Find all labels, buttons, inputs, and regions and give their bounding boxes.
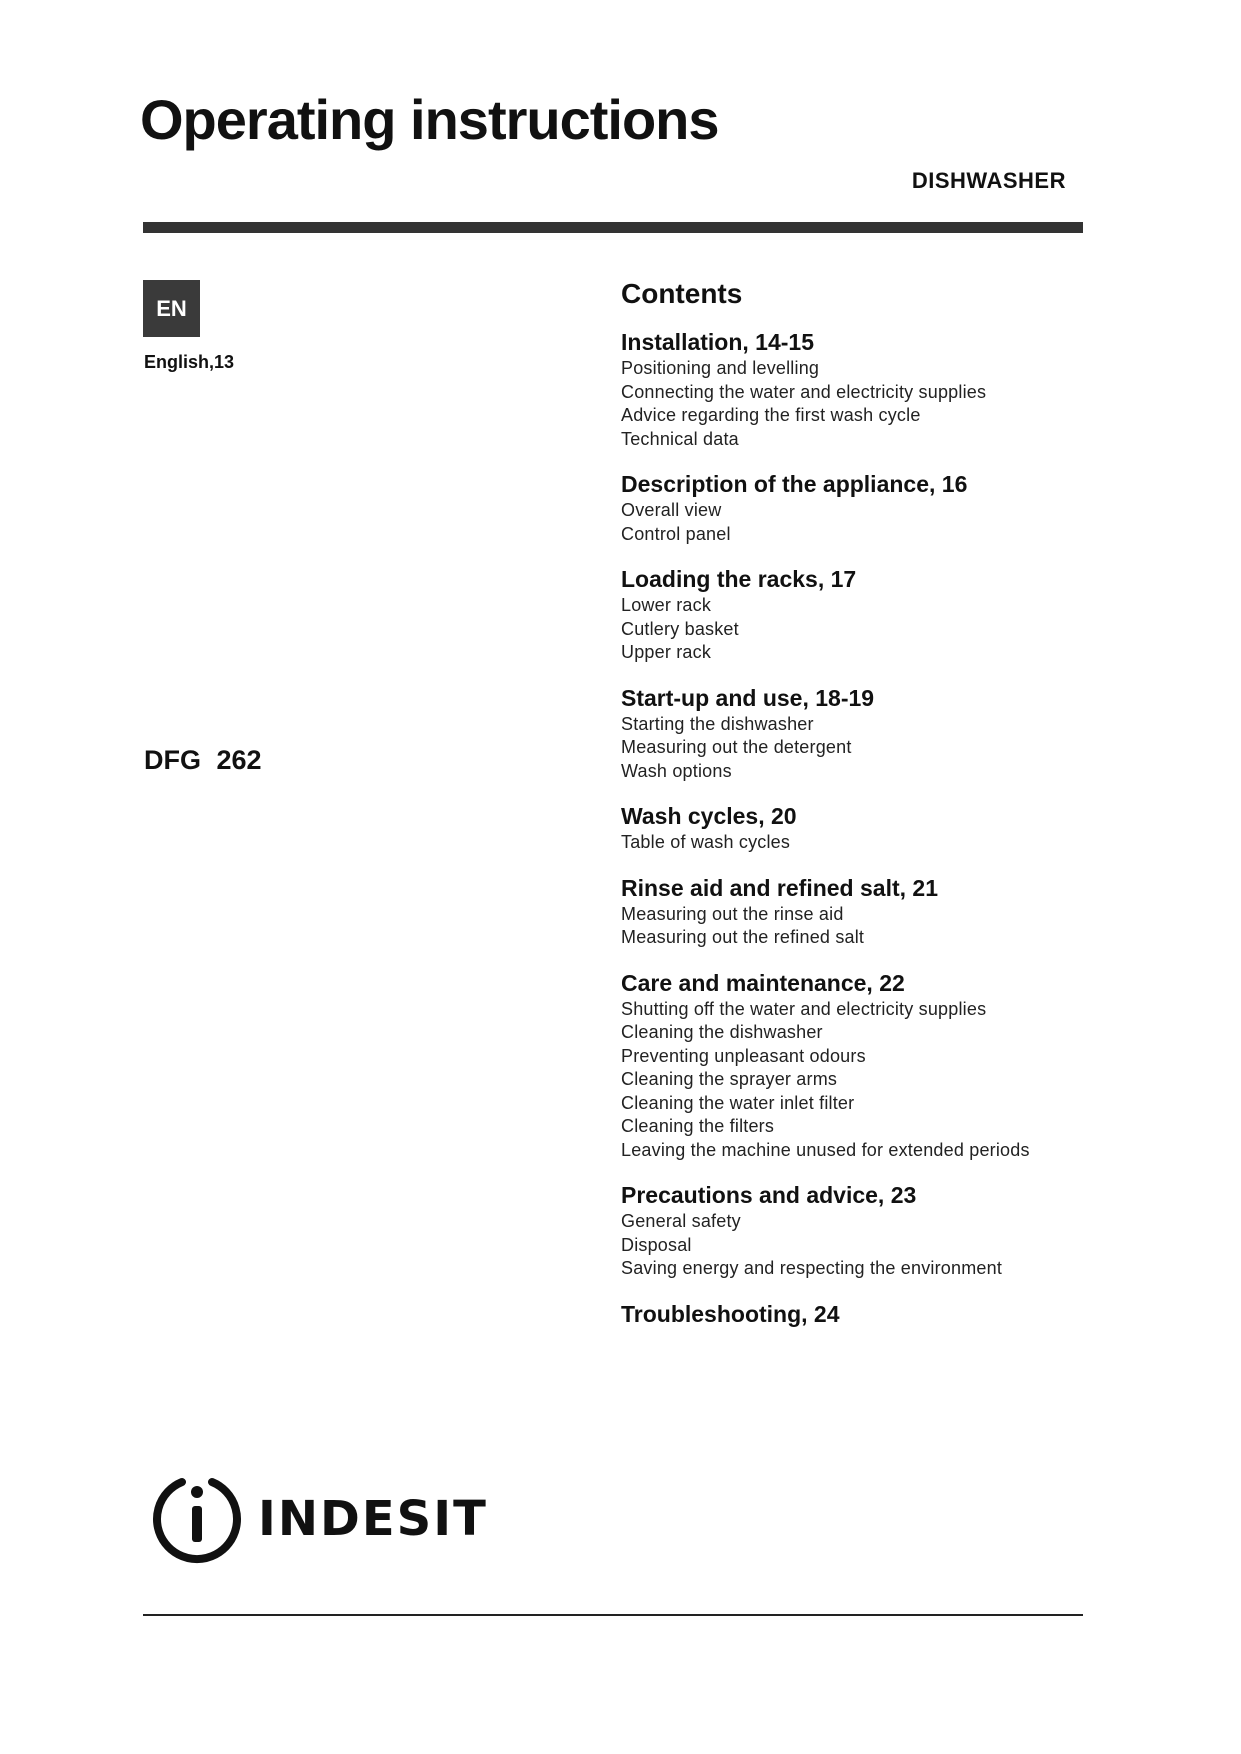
footer-divider [143, 1614, 1083, 1616]
toc-sections [621, 327, 1141, 1329]
toc-item[interactable]: Wash options [621, 760, 732, 781]
language-page-ref: English,13 [144, 352, 235, 372]
toc-section-title[interactable]: Troubleshooting, 24 [621, 1300, 840, 1327]
toc-section-title[interactable]: Rinse aid and refined salt, 21 [621, 874, 938, 901]
toc-section [621, 1299, 1141, 1329]
toc-section-title[interactable]: Loading the racks, 17 [621, 566, 857, 592]
toc-item[interactable]: Measuring out the detergent [621, 737, 852, 757]
toc-item[interactable]: Saving energy and respecting the environment [621, 1258, 1003, 1278]
toc-item[interactable]: Overall view [621, 500, 722, 520]
toc-section-title[interactable]: Precautions and advice, 23 [621, 1182, 917, 1208]
toc-item[interactable]: Starting the dishwasher [621, 713, 814, 734]
page-title: Operating instructions [140, 88, 719, 151]
brand-logo [152, 1474, 488, 1564]
toc-section [621, 683, 1141, 784]
toc-section [621, 968, 1141, 1163]
toc-item[interactable]: Table of wash cycles [621, 832, 791, 852]
toc-item[interactable]: Connecting the water and electricity supplies [621, 381, 987, 402]
brand-name: INDESIT [258, 1491, 488, 1547]
toc-item[interactable]: Cleaning the dishwasher [621, 1022, 823, 1042]
toc-item[interactable]: Cleaning the water inlet filter [621, 1092, 855, 1113]
toc-section [621, 801, 1141, 855]
toc-section [621, 1180, 1141, 1281]
product-type: DISHWASHER [911, 168, 1066, 193]
model-number: DFG 262 [144, 745, 262, 775]
toc-item[interactable]: Cutlery basket [621, 618, 739, 639]
header-divider [143, 222, 1083, 233]
toc-section-title[interactable]: Description of the appliance, 16 [621, 471, 968, 497]
toc-item[interactable]: General safety [621, 1211, 741, 1231]
toc-section-title[interactable]: Start-up and use, 18-19 [621, 684, 875, 711]
toc-item[interactable]: Cleaning the filters [621, 1116, 775, 1136]
toc-section [621, 564, 1141, 665]
toc-item[interactable]: Lower rack [621, 595, 712, 615]
toc-item[interactable]: Preventing unpleasant odours [621, 1045, 866, 1066]
toc-section [621, 327, 1141, 451]
toc-item[interactable]: Shutting off the water and electricity supplies [621, 998, 987, 1019]
toc-item[interactable]: Leaving the machine unused for extended periods [621, 1139, 1030, 1160]
toc-item[interactable]: Control panel [621, 523, 731, 544]
language-badge[interactable]: EN [143, 280, 200, 337]
toc-item[interactable]: Technical data [621, 428, 739, 449]
toc-section [621, 873, 1141, 950]
toc-item[interactable]: Measuring out the refined salt [621, 927, 865, 947]
toc-item[interactable]: Upper rack [621, 642, 712, 662]
toc-item[interactable]: Advice regarding the first wash cycle [621, 405, 921, 425]
contents-heading: Contents [621, 278, 743, 309]
toc-item[interactable]: Positioning and levelling [621, 358, 820, 378]
toc-section [621, 469, 1141, 546]
table-of-contents [621, 275, 1141, 1347]
toc-section-title[interactable]: Care and maintenance, 22 [621, 969, 905, 996]
toc-section-title[interactable]: Wash cycles, 20 [621, 803, 797, 829]
toc-item[interactable]: Cleaning the sprayer arms [621, 1069, 838, 1089]
info-circle-logo-icon [152, 1474, 242, 1564]
toc-item[interactable]: Measuring out the rinse aid [621, 903, 844, 924]
toc-section-title[interactable]: Installation, 14-15 [621, 329, 815, 355]
toc-item[interactable]: Disposal [621, 1234, 692, 1255]
